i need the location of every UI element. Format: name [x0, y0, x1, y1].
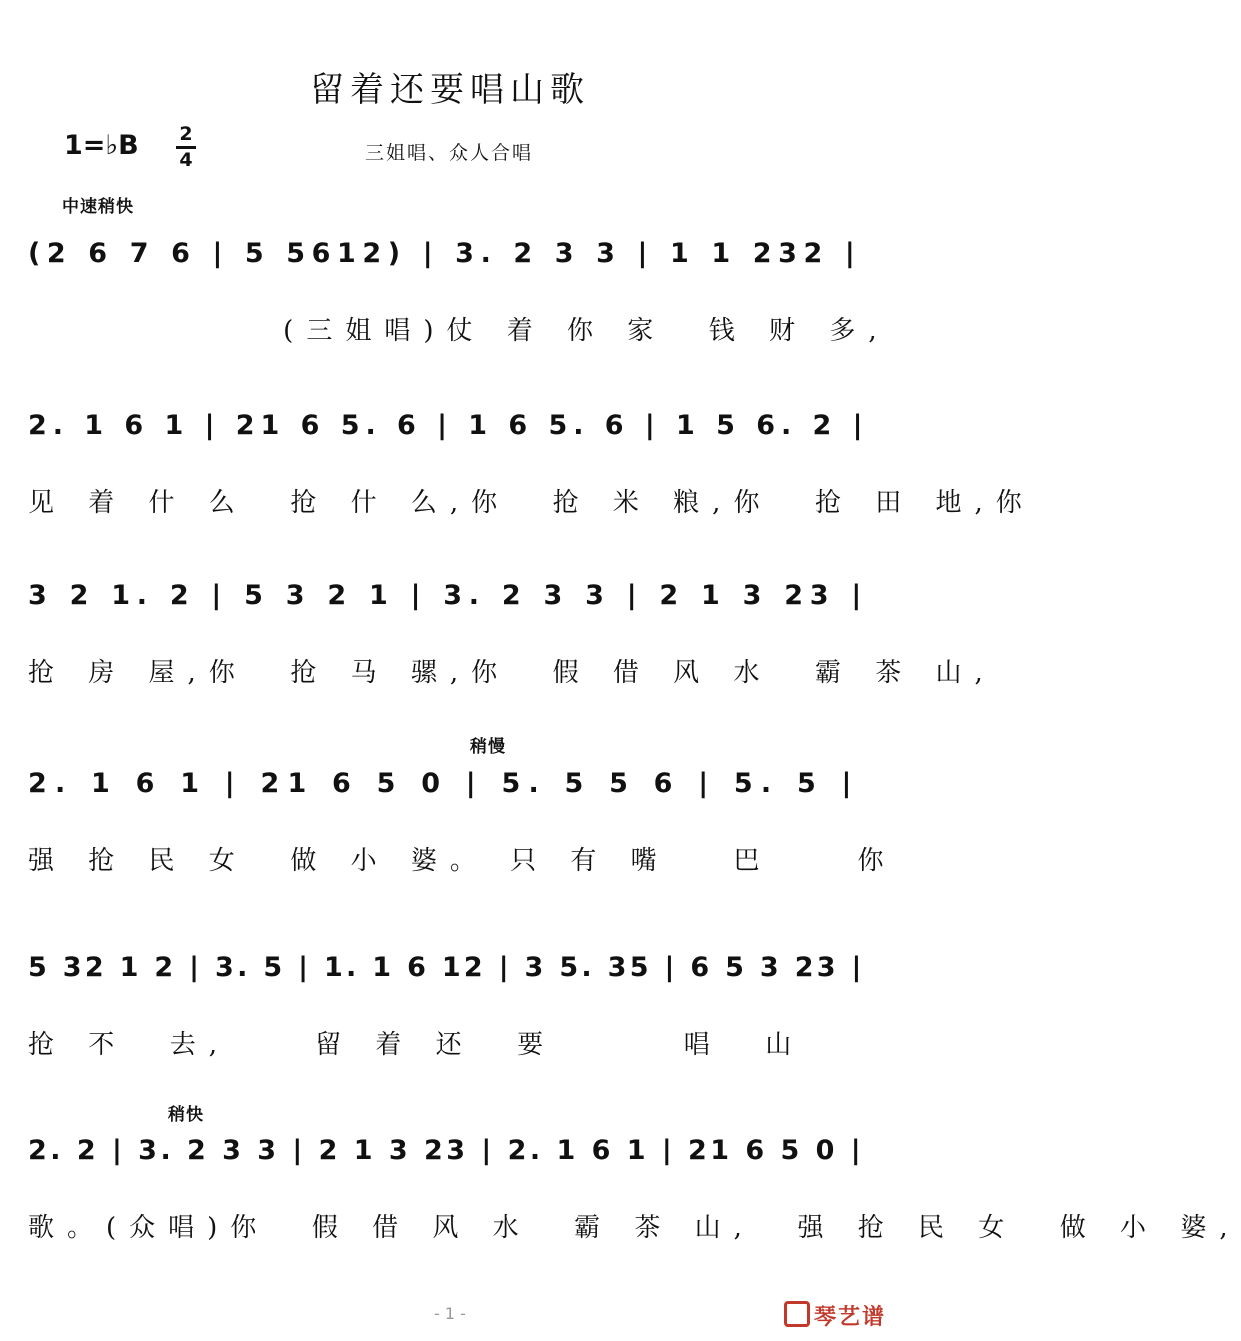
- key-signature: 1=♭B: [64, 130, 139, 161]
- score-system-4: [28, 768, 897, 878]
- notation-line: 3 2 1. 2 | 5 3 2 1 | 3. 2 3 3 | 2 1 3 23 |: [28, 580, 868, 611]
- logo-mark-icon: [784, 1301, 810, 1327]
- page-number: - 1 -: [434, 1304, 466, 1323]
- lyrics-line: 歌。(众唱)你 假 借 风 水 霸 茶 山, 强 抢 民 女 做 小 婆,: [28, 1213, 1241, 1243]
- time-signature: [176, 125, 196, 170]
- watermark-logo: [784, 1300, 886, 1331]
- time-numerator: 2: [179, 123, 193, 145]
- lyrics-line: (三姐唱)仗 着 你 家 钱 财 多,: [28, 316, 890, 346]
- lyrics-line: 强 抢 民 女 做 小 婆。 只 有 嘴 巴 你: [28, 846, 897, 876]
- score-system-5: [28, 952, 878, 1062]
- notation-line: 2. 1 6 1 | 21 6 5. 6 | 1 6 5. 6 | 1 5 6. 2 |: [28, 410, 869, 441]
- notation-line: 2. 2 | 3. 2 3 3 | 2 1 3 23 | 2. 1 6 1 | 21 6 5 0 |: [28, 1135, 865, 1166]
- notation-line: 5 32 1 2 | 3. 5 | 1. 1 6 12 | 3 5. 35 | 6 5 3 23 |: [28, 952, 865, 983]
- lyrics-line: 见 着 什 么 抢 什 么,你 抢 米 粮,你 抢 田 地,你: [28, 488, 1035, 518]
- lyrics-line: 抢 房 屋,你 抢 马 骡,你 假 借 风 水 霸 茶 山,: [28, 658, 996, 688]
- score-system-2: [28, 410, 1035, 520]
- performers-note: 三姐唱、众人合唱: [365, 142, 534, 164]
- notation-line: 2. 1 6 1 | 21 6 5 0 | 5. 5 5 6 | 5. 5 |: [28, 768, 860, 799]
- watermark-text: 琴艺谱: [813, 1305, 886, 1330]
- score-system-6: [28, 1135, 1241, 1245]
- lyrics-line: 抢 不 去, 留 着 还 要 唱 山: [28, 1030, 805, 1060]
- notation-line: (2 6 7 6 | 5 5612) | 3. 2 3 3 | 1 1 232 |: [28, 238, 862, 269]
- tempo-faster: 稍快: [168, 1105, 204, 1125]
- score-system-3: [28, 580, 996, 690]
- score-system-1: [28, 238, 890, 348]
- tempo-slower: 稍慢: [470, 737, 506, 757]
- song-title: 留着还要唱山歌: [310, 70, 590, 110]
- time-denominator: 4: [179, 149, 193, 171]
- tempo-start: 中速稍快: [62, 197, 134, 217]
